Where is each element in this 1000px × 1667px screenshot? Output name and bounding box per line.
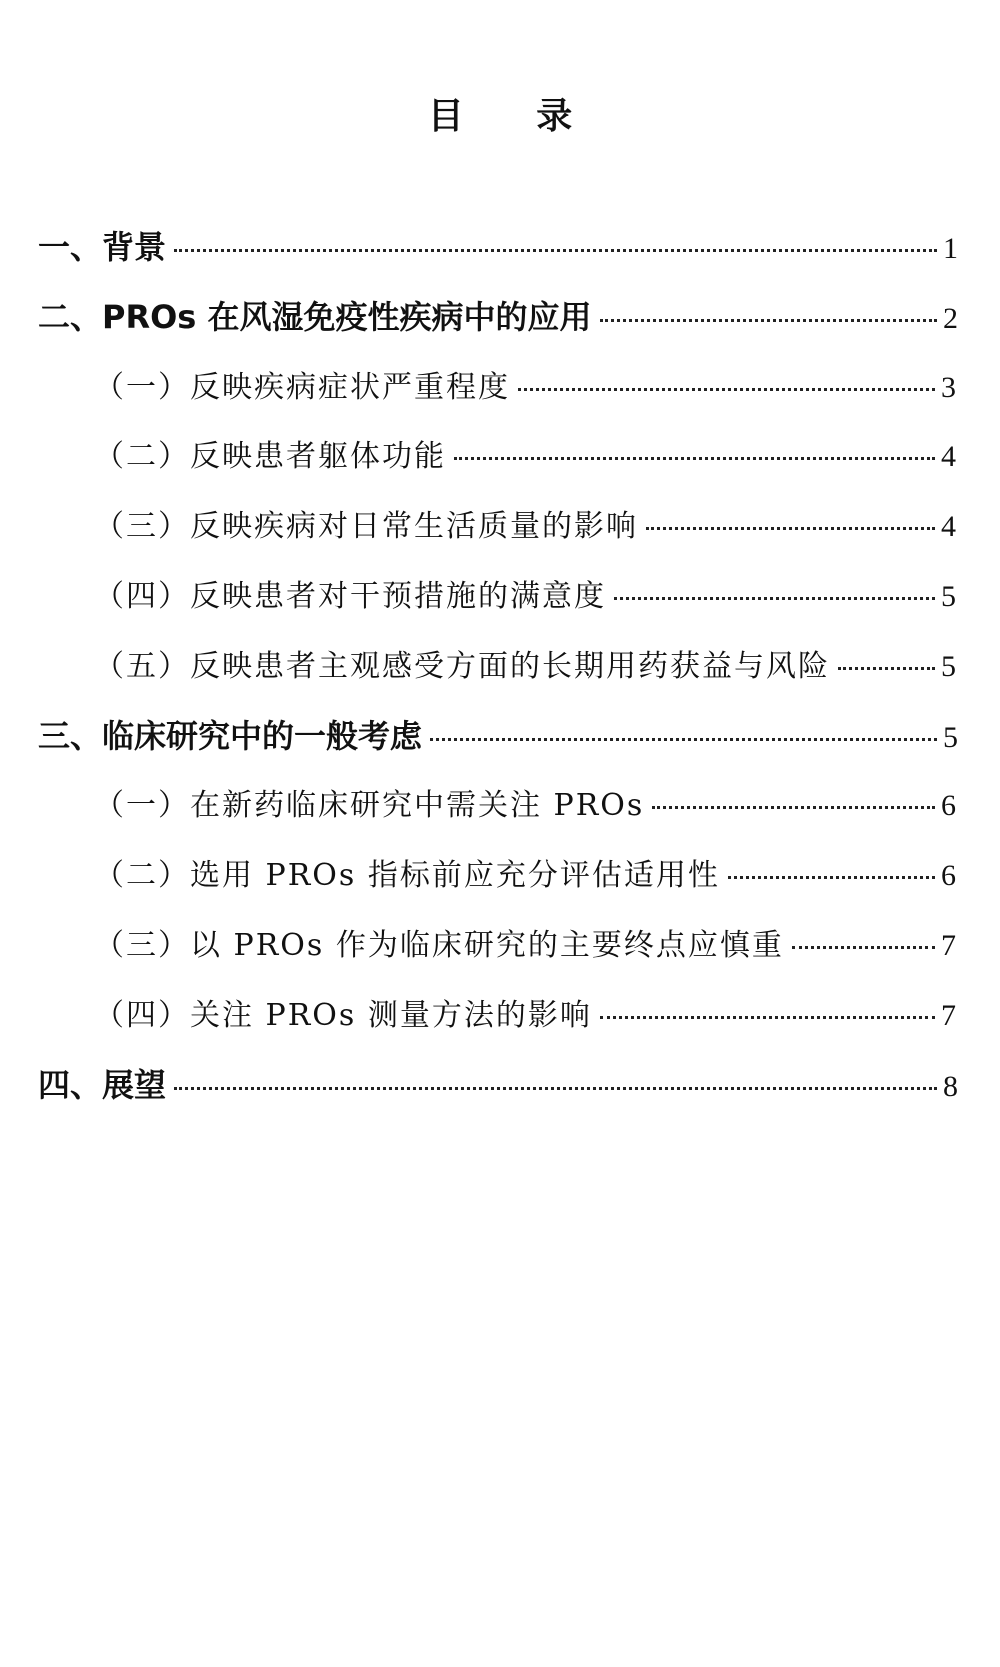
toc-entry-page: 2 xyxy=(943,301,958,335)
toc-entry[interactable] xyxy=(38,711,958,781)
toc-entry-page: 4 xyxy=(941,510,958,544)
toc-list xyxy=(38,222,958,1129)
dot-leader xyxy=(792,923,935,955)
dot-leader xyxy=(600,296,938,328)
dot-leader xyxy=(838,644,935,676)
dot-leader xyxy=(430,715,937,747)
toc-entry[interactable] xyxy=(38,850,958,920)
toc-entry-page: 6 xyxy=(941,859,958,893)
toc-entry[interactable] xyxy=(38,501,958,571)
toc-entry-page: 4 xyxy=(941,440,958,474)
toc-entry-label: （三）以 PROs 作为临床研究的主要终点应慎重 xyxy=(94,927,784,963)
toc-entry-page: 8 xyxy=(943,1069,958,1103)
toc-entry[interactable] xyxy=(38,1060,958,1130)
toc-entry[interactable] xyxy=(38,920,958,990)
dot-leader xyxy=(646,504,935,536)
toc-entry-page: 6 xyxy=(941,789,958,823)
toc-entry-label: 一、背景 xyxy=(38,228,167,266)
toc-entry-label: （五）反映患者主观感受方面的长期用药获益与风险 xyxy=(94,648,830,684)
toc-entry[interactable] xyxy=(38,780,958,850)
toc-entry-page: 1 xyxy=(943,232,958,265)
dot-leader xyxy=(174,1064,937,1096)
dot-leader xyxy=(174,226,937,258)
toc-entry[interactable] xyxy=(38,362,958,432)
toc-entry-page: 7 xyxy=(941,998,958,1032)
toc-entry-label: （二）选用 PROs 指标前应充分评估适用性 xyxy=(94,858,720,894)
toc-entry-page: 7 xyxy=(941,928,958,962)
toc-entry-page: 5 xyxy=(941,649,958,683)
toc-entry-label: 三、临床研究中的一般考虑 xyxy=(38,716,423,755)
toc-entry-label: （一）反映疾病症状严重程度 xyxy=(94,369,510,405)
dot-leader xyxy=(614,574,935,606)
toc-entry[interactable] xyxy=(38,431,958,501)
toc-title: 目 录 xyxy=(427,96,603,137)
dot-leader xyxy=(600,993,935,1025)
toc-entry[interactable] xyxy=(38,292,958,362)
toc-entry-label: （一）在新药临床研究中需关注 PROs xyxy=(94,788,645,824)
toc-entry-label: （三）反映疾病对日常生活质量的影响 xyxy=(94,509,638,545)
toc-entry-label: 二、PROs 在风湿免疫性疾病中的应用 xyxy=(38,297,592,336)
dot-leader xyxy=(518,365,935,397)
toc-entry[interactable] xyxy=(38,641,958,711)
toc-entry-page: 5 xyxy=(941,579,958,613)
toc-entry[interactable] xyxy=(38,571,958,641)
toc-entry-label: 四、展望 xyxy=(38,1065,167,1104)
dot-leader xyxy=(652,783,935,815)
toc-entry-page: 5 xyxy=(943,720,958,754)
toc-entry-page: 3 xyxy=(941,370,958,404)
toc-entry-label: （四）关注 PROs 测量方法的影响 xyxy=(94,997,592,1033)
dot-leader xyxy=(454,434,935,466)
dot-leader xyxy=(728,853,935,885)
toc-entry-label: （四）反映患者对干预措施的满意度 xyxy=(94,578,606,614)
toc-entry[interactable] xyxy=(38,990,958,1060)
toc-entry-label: （二）反映患者躯体功能 xyxy=(94,439,446,475)
toc-entry[interactable] xyxy=(38,222,958,292)
